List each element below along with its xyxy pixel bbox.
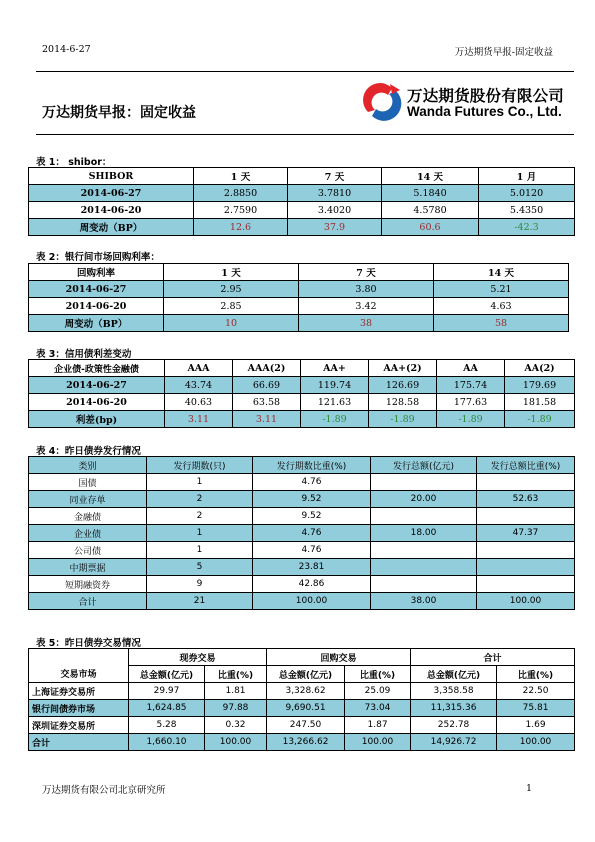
table-cell: 14,926.72 bbox=[411, 734, 497, 751]
header-cell: 比重(%) bbox=[345, 666, 411, 683]
table-cell: 5.21 bbox=[434, 281, 569, 298]
table-cell: 100.00 bbox=[345, 734, 411, 751]
table-cell: 38 bbox=[299, 315, 434, 332]
table-cell bbox=[371, 508, 477, 525]
table-cell: 9,690.51 bbox=[267, 700, 345, 717]
table-cell: 40.63 bbox=[165, 394, 233, 411]
table-cell: 121.63 bbox=[301, 394, 369, 411]
table2-caption: 表 2：银行间市场回购利率： bbox=[36, 252, 160, 263]
table-header-row bbox=[29, 666, 575, 683]
page-number: 1 bbox=[526, 783, 533, 794]
table-cell: 1 bbox=[147, 542, 253, 559]
header-cell: 7 天 bbox=[288, 168, 382, 185]
table-cell: 66.69 bbox=[233, 377, 301, 394]
header-cell: 发行总额(亿元) bbox=[371, 457, 477, 474]
row-label: 短期融资券 bbox=[29, 576, 147, 593]
table-cell: 20.00 bbox=[371, 491, 477, 508]
table-cell: 4.76 bbox=[253, 542, 371, 559]
table-cell: 97.88 bbox=[205, 700, 267, 717]
header-cell: 14 天 bbox=[434, 264, 569, 281]
table-cell: 47.37 bbox=[477, 525, 575, 542]
table-cell: 1 bbox=[147, 474, 253, 491]
shibor-table bbox=[28, 167, 575, 236]
table-cell: 58 bbox=[434, 315, 569, 332]
table-cell: 29.97 bbox=[129, 683, 205, 700]
table-cell: -1.89 bbox=[369, 411, 437, 428]
header-cell: SHIBOR bbox=[29, 168, 194, 185]
header-cell: AA(2) bbox=[505, 360, 575, 377]
row-label: 金融债 bbox=[29, 508, 147, 525]
table-cell: 1,660.10 bbox=[129, 734, 205, 751]
table-cell: 5.4350 bbox=[479, 202, 575, 219]
table-cell: -1.89 bbox=[301, 411, 369, 428]
table-cell: 12.6 bbox=[194, 219, 288, 236]
table-cell: 126.69 bbox=[369, 377, 437, 394]
table-cell: 9 bbox=[147, 576, 253, 593]
table1-caption: 表 1： shibor： bbox=[36, 157, 112, 168]
table-cell: 3.11 bbox=[233, 411, 301, 428]
header-cell: 总金额(亿元) bbox=[267, 666, 345, 683]
footer-org: 万达期货有限公司北京研究所 bbox=[42, 785, 166, 796]
header-cell: 发行期数(只) bbox=[147, 457, 253, 474]
header-cell: AA bbox=[437, 360, 505, 377]
table-header-row bbox=[29, 360, 575, 377]
table-cell: 2 bbox=[147, 491, 253, 508]
table-group-header-row bbox=[29, 649, 575, 666]
table-cell: 60.6 bbox=[382, 219, 479, 236]
table-cell: 2.7590 bbox=[194, 202, 288, 219]
table-row bbox=[29, 542, 575, 559]
table-cell: 11,315.36 bbox=[411, 700, 497, 717]
table-cell: 100.00 bbox=[205, 734, 267, 751]
row-label: 公司债 bbox=[29, 542, 147, 559]
table-cell: 23.81 bbox=[253, 559, 371, 576]
table-cell: 177.63 bbox=[437, 394, 505, 411]
header-rule bbox=[36, 71, 574, 72]
table-cell bbox=[477, 559, 575, 576]
table-cell: 9.52 bbox=[253, 491, 371, 508]
header-cell: 发行总额比重(%) bbox=[477, 457, 575, 474]
doc-title: 万达期货早报：固定收益 bbox=[42, 105, 196, 121]
table-cell: 18.00 bbox=[371, 525, 477, 542]
header-cell: AAA bbox=[165, 360, 233, 377]
table-row bbox=[29, 411, 575, 428]
table-cell: 42.86 bbox=[253, 576, 371, 593]
header-cell: 比重(%) bbox=[205, 666, 267, 683]
table-cell bbox=[477, 542, 575, 559]
header-cell: AA+ bbox=[301, 360, 369, 377]
row-label: 合计 bbox=[29, 593, 147, 610]
table-cell: 43.74 bbox=[165, 377, 233, 394]
row-label: 周变动（BP） bbox=[29, 315, 164, 332]
table-cell: 0.32 bbox=[205, 717, 267, 734]
table-row bbox=[29, 683, 575, 700]
row-label: 深圳证券交易所 bbox=[29, 717, 129, 734]
header-cell: AA+(2) bbox=[369, 360, 437, 377]
table-cell bbox=[371, 576, 477, 593]
table-cell bbox=[477, 474, 575, 491]
table-cell: 3.42 bbox=[299, 298, 434, 315]
row-label: 2014-06-20 bbox=[29, 202, 194, 219]
table-cell: 21 bbox=[147, 593, 253, 610]
table-cell: 25.09 bbox=[345, 683, 411, 700]
header-cell: 回购交易 bbox=[267, 649, 411, 666]
header-date: 2014-6-27 bbox=[42, 44, 91, 55]
table-cell: 22.50 bbox=[497, 683, 575, 700]
row-label: 周变动（BP） bbox=[29, 219, 194, 236]
table-cell: 1,624.85 bbox=[129, 700, 205, 717]
table-cell: 5 bbox=[147, 559, 253, 576]
table-cell bbox=[371, 559, 477, 576]
header-cell: 总金额(亿元) bbox=[129, 666, 205, 683]
table-cell: 4.63 bbox=[434, 298, 569, 315]
table-row bbox=[29, 281, 569, 298]
table-cell: 1 bbox=[147, 525, 253, 542]
repo-rate-table bbox=[28, 263, 569, 332]
table-cell: 2.8850 bbox=[194, 185, 288, 202]
header-title: 万达期货早报-固定收益 bbox=[454, 47, 553, 58]
logo-mark-icon bbox=[362, 82, 404, 122]
table-cell: 3.7810 bbox=[288, 185, 382, 202]
table-cell: 75.81 bbox=[497, 700, 575, 717]
table-cell bbox=[371, 474, 477, 491]
row-label: 利差(bp) bbox=[29, 411, 165, 428]
table-cell: 13,266.62 bbox=[267, 734, 345, 751]
row-label: 同业存单 bbox=[29, 491, 147, 508]
table-row bbox=[29, 394, 575, 411]
table-cell: 73.04 bbox=[345, 700, 411, 717]
header-cell: 发行期数比重(%) bbox=[253, 457, 371, 474]
table-row bbox=[29, 559, 575, 576]
table-row bbox=[29, 576, 575, 593]
header-cell bbox=[29, 649, 129, 666]
table-row bbox=[29, 491, 575, 508]
table-cell: 3,358.58 bbox=[411, 683, 497, 700]
header-cell: 类别 bbox=[29, 457, 147, 474]
table-cell: 4.76 bbox=[253, 525, 371, 542]
table-cell: 3.11 bbox=[165, 411, 233, 428]
table-row bbox=[29, 315, 569, 332]
row-label: 银行间债券市场 bbox=[29, 700, 129, 717]
table-cell: -42.3 bbox=[479, 219, 575, 236]
header-cell: 企业债-政策性金融债 bbox=[29, 360, 165, 377]
table-header-row bbox=[29, 264, 569, 281]
logo-cn-text: 万达期货股份有限公司 bbox=[407, 87, 565, 105]
table-cell: 52.63 bbox=[477, 491, 575, 508]
table-cell: 119.74 bbox=[301, 377, 369, 394]
table-cell: 1.87 bbox=[345, 717, 411, 734]
table-row bbox=[29, 593, 575, 610]
table3-caption: 表 3：信用债利差变动 bbox=[36, 349, 132, 360]
table-cell bbox=[477, 508, 575, 525]
table-row bbox=[29, 717, 575, 734]
header-cell: 比重(%) bbox=[497, 666, 575, 683]
row-label: 上海证券交易所 bbox=[29, 683, 129, 700]
row-label: 合计 bbox=[29, 734, 129, 751]
table-cell: 2.85 bbox=[164, 298, 299, 315]
table-cell: 1.81 bbox=[205, 683, 267, 700]
row-label: 2014-06-27 bbox=[29, 281, 164, 298]
table-cell: 128.58 bbox=[369, 394, 437, 411]
header-cell: AAA(2) bbox=[233, 360, 301, 377]
table-row bbox=[29, 185, 575, 202]
table-cell: 3.4020 bbox=[288, 202, 382, 219]
table-cell: 2 bbox=[147, 508, 253, 525]
table-cell: 3.80 bbox=[299, 281, 434, 298]
table-row bbox=[29, 700, 575, 717]
table-row bbox=[29, 219, 575, 236]
table-cell bbox=[477, 576, 575, 593]
table-row bbox=[29, 298, 569, 315]
row-label: 2014-06-27 bbox=[29, 377, 165, 394]
header-cell: 交易市场 bbox=[29, 666, 129, 683]
table4-caption: 表 4：昨日债券发行情况 bbox=[36, 446, 141, 457]
table-cell: -1.89 bbox=[437, 411, 505, 428]
company-logo bbox=[362, 82, 572, 122]
table-cell: 5.28 bbox=[129, 717, 205, 734]
header-cell: 7 天 bbox=[299, 264, 434, 281]
table-row bbox=[29, 734, 575, 751]
bond-trading-table bbox=[28, 648, 575, 751]
header-cell: 1 月 bbox=[479, 168, 575, 185]
bond-issuance-table bbox=[28, 456, 575, 610]
table-row bbox=[29, 202, 575, 219]
table-cell: 247.50 bbox=[267, 717, 345, 734]
row-label: 2014-06-27 bbox=[29, 185, 194, 202]
table5-caption: 表 5：昨日债券交易情况 bbox=[36, 638, 141, 649]
row-label: 中期票据 bbox=[29, 559, 147, 576]
row-label: 企业债 bbox=[29, 525, 147, 542]
table-row bbox=[29, 474, 575, 491]
table-cell: 252.78 bbox=[411, 717, 497, 734]
table-row bbox=[29, 508, 575, 525]
table-header-row bbox=[29, 168, 575, 185]
table-cell bbox=[371, 542, 477, 559]
title-rule bbox=[36, 134, 574, 135]
row-label: 2014-06-20 bbox=[29, 298, 164, 315]
table-row bbox=[29, 525, 575, 542]
table-cell: 63.58 bbox=[233, 394, 301, 411]
table-cell: 175.74 bbox=[437, 377, 505, 394]
table-cell: 2.95 bbox=[164, 281, 299, 298]
row-label: 国债 bbox=[29, 474, 147, 491]
table-cell: 179.69 bbox=[505, 377, 575, 394]
header-cell: 回购利率 bbox=[29, 264, 164, 281]
table-cell: 100.00 bbox=[477, 593, 575, 610]
table-cell: 9.52 bbox=[253, 508, 371, 525]
table-cell: 181.58 bbox=[505, 394, 575, 411]
header-cell: 现券交易 bbox=[129, 649, 267, 666]
row-label: 2014-06-20 bbox=[29, 394, 165, 411]
table-cell: 4.5780 bbox=[382, 202, 479, 219]
table-cell: 1.69 bbox=[497, 717, 575, 734]
table-cell: 38.00 bbox=[371, 593, 477, 610]
table-cell: 5.1840 bbox=[382, 185, 479, 202]
header-cell: 总金额(亿元) bbox=[411, 666, 497, 683]
table-row bbox=[29, 377, 575, 394]
table-cell: 3,328.62 bbox=[267, 683, 345, 700]
header-cell: 14 天 bbox=[382, 168, 479, 185]
table-cell: 10 bbox=[164, 315, 299, 332]
header-cell: 合计 bbox=[411, 649, 575, 666]
header-cell: 1 天 bbox=[194, 168, 288, 185]
header-cell: 1 天 bbox=[164, 264, 299, 281]
credit-spread-table bbox=[28, 359, 575, 428]
table-cell: 37.9 bbox=[288, 219, 382, 236]
logo-en-text: Wanda Futures Co., Ltd. bbox=[407, 104, 562, 119]
table-cell: -1.89 bbox=[505, 411, 575, 428]
table-cell: 100.00 bbox=[253, 593, 371, 610]
table-header-row bbox=[29, 457, 575, 474]
table-cell: 4.76 bbox=[253, 474, 371, 491]
table-cell: 5.0120 bbox=[479, 185, 575, 202]
table-cell: 100.00 bbox=[497, 734, 575, 751]
